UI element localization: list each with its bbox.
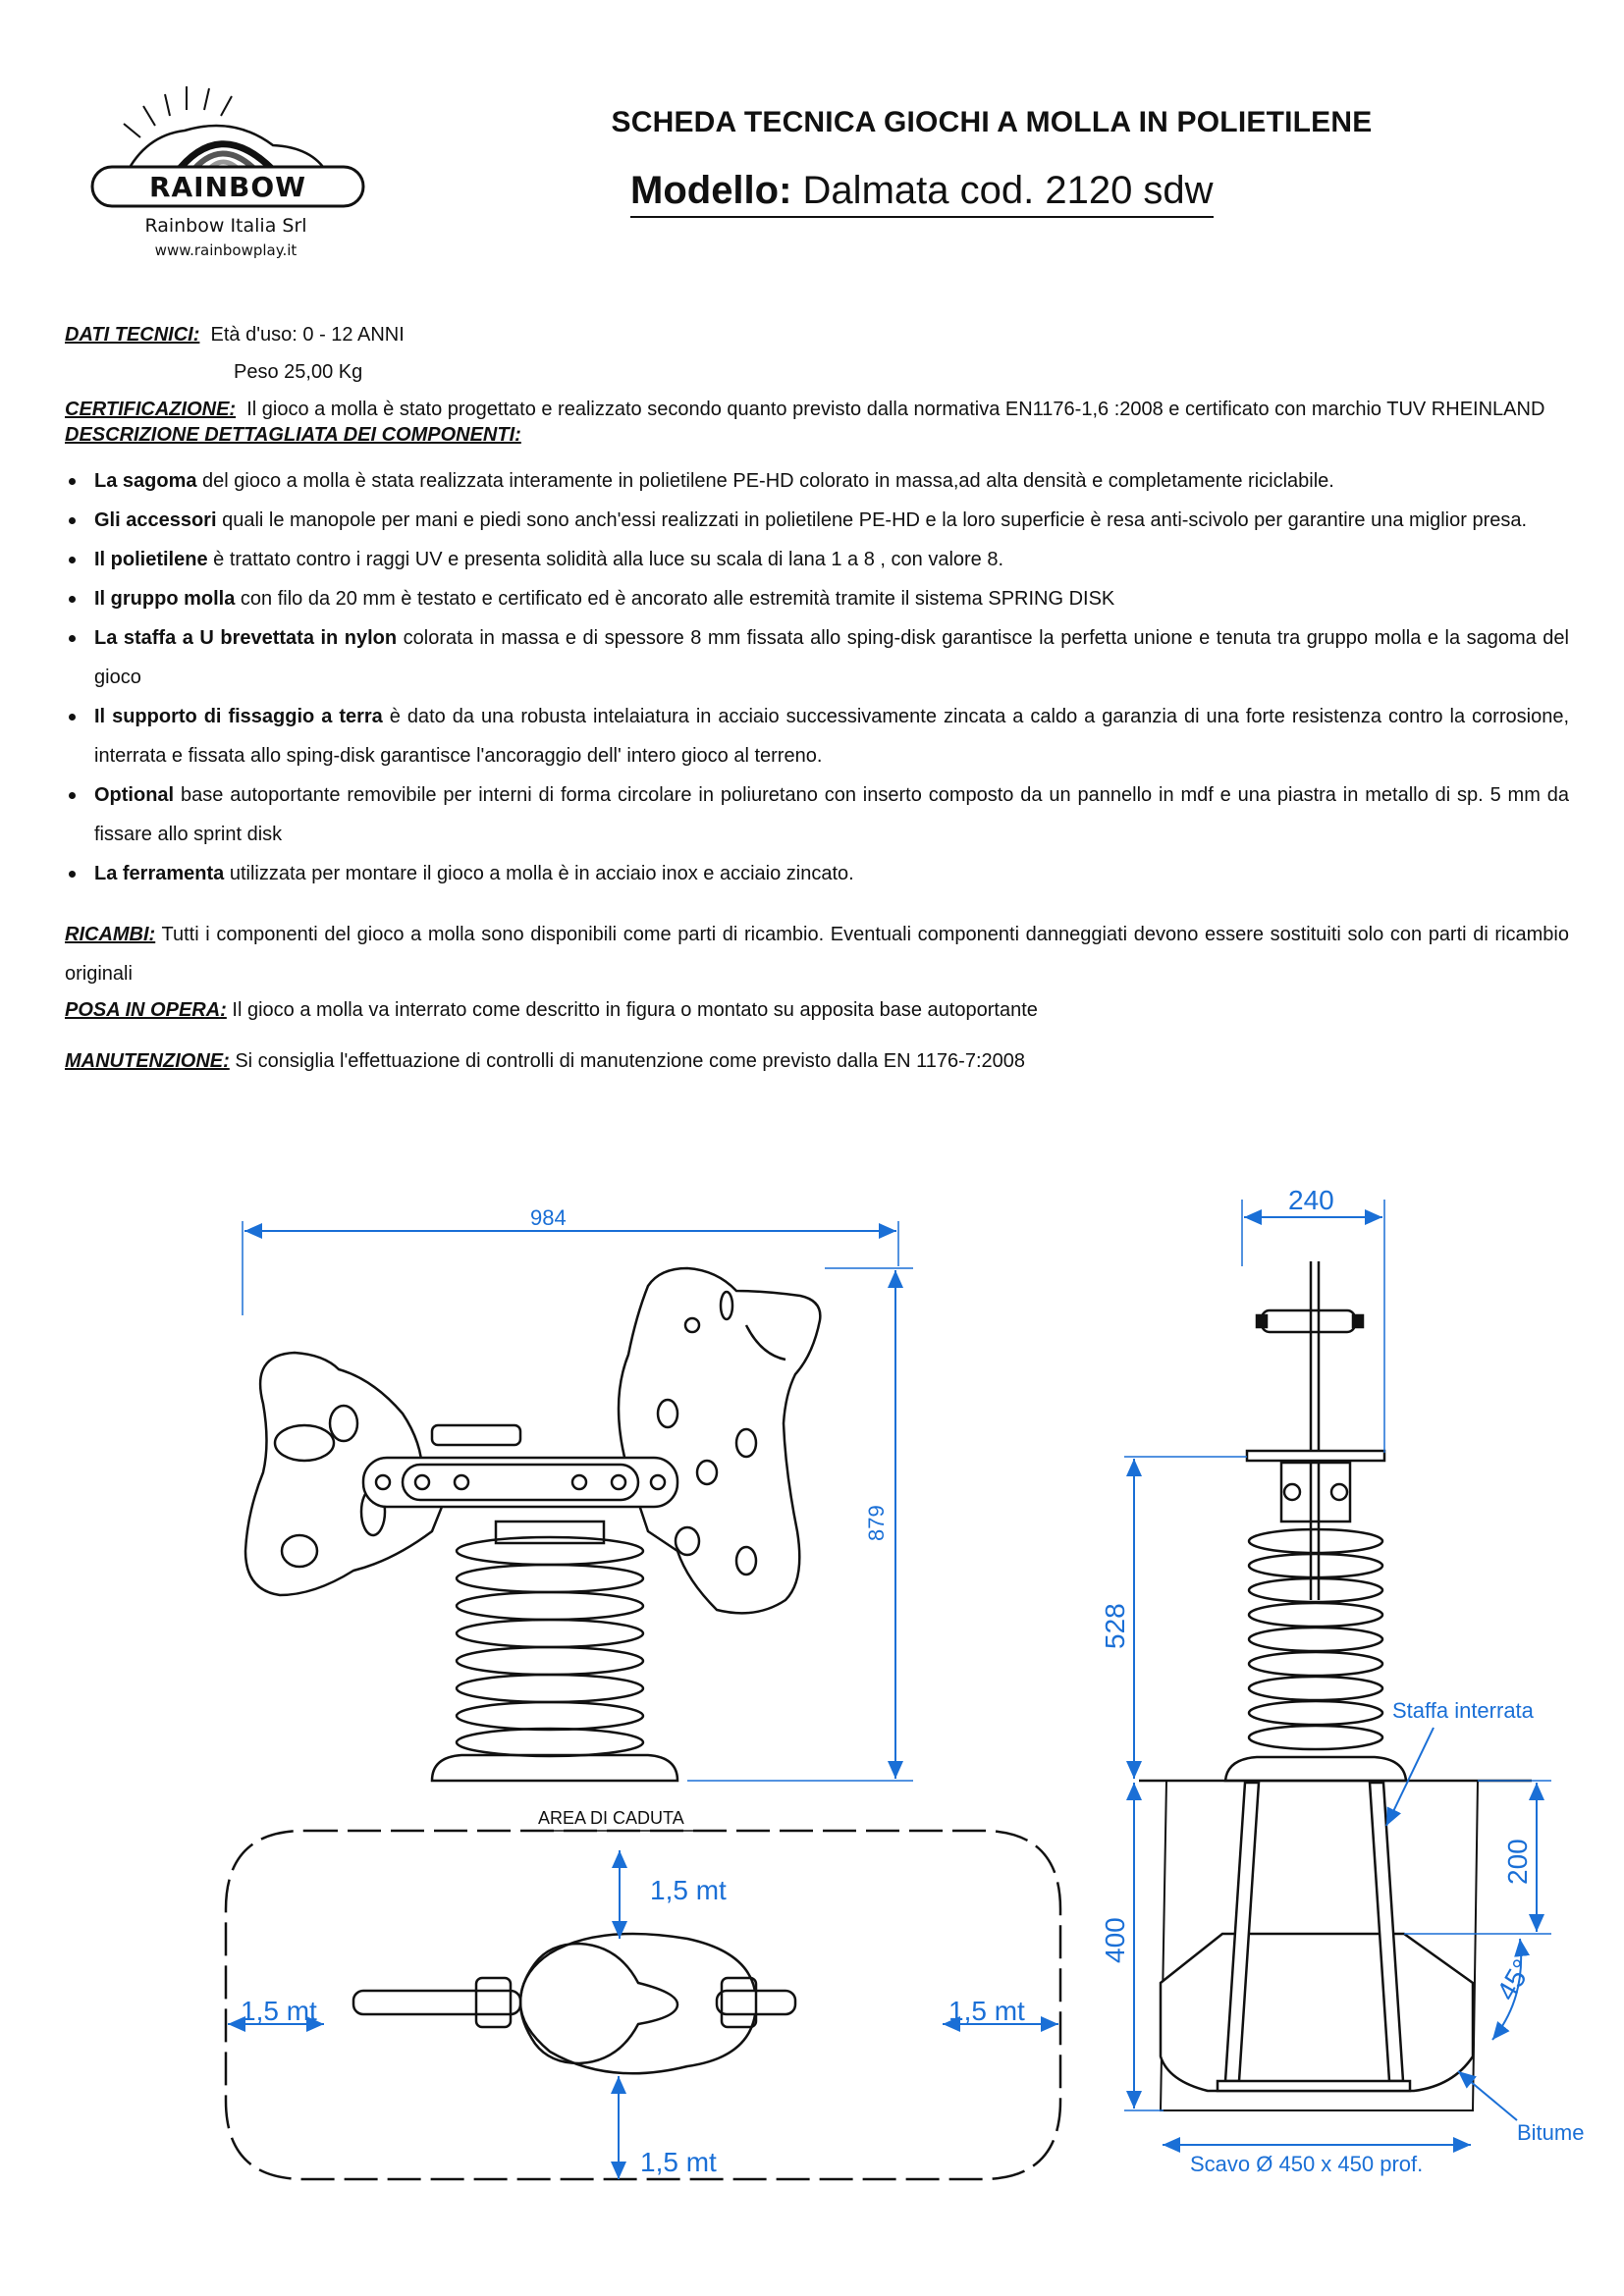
clear-top-label: 1,5 mt <box>650 1875 727 1905</box>
certificazione-text: Il gioco a molla è stato progettato e realizzato secondo quanto previsto dalla normativa EN1176-1,6 :2008 e certificato con marchio TUV RHEINLAND <box>246 399 1545 420</box>
clear-right-label: 1,5 mt <box>948 1996 1025 2026</box>
rainbow-logo-graphic <box>86 77 371 263</box>
manutenzione-text: Si consiglia l'effettuazione di controlli di manutenzione come previsto dalla EN 1176-7:2008 <box>229 1050 1025 1072</box>
weight-value: Peso 25,00 Kg <box>234 361 363 383</box>
front-view <box>245 1268 820 1781</box>
side-dimensions <box>1100 1185 1584 2176</box>
posa-label: POSA IN OPERA: <box>65 999 227 1021</box>
width-label: 984 <box>530 1205 567 1230</box>
model-heading <box>630 167 1214 218</box>
list-item: La ferramenta utilizzata per montare il gioco a molla è in acciaio inox e acciaio zincato. <box>65 854 1569 893</box>
logo-brand: RAINBOW <box>148 171 307 203</box>
side-view <box>1139 1261 1532 2110</box>
area-title: AREA DI CADUTA <box>538 1808 684 1828</box>
list-item: La staffa a U brevettata in nylon colorata in massa e di spessore 8 mm fissata allo sping-disk garantisce la perfetta unione e tenuta tra gruppo molla e la sagoma del gioco <box>65 618 1569 697</box>
list-item: Il supporto di fissaggio a terra è dato da una robusta intelaiatura in acciaio successivamente zincata a caldo a garanzia di una forte resistenza contro la corrosione, interrata e fissata allo sping-disk garantisce l'ancoraggio dell' intero gioco al terreno. <box>65 697 1569 775</box>
staffa-label: Staffa interrata <box>1392 1698 1534 1723</box>
component-list <box>65 461 1569 893</box>
clear-bottom-label: 1,5 mt <box>640 2147 717 2177</box>
rainbow-logo <box>86 77 371 263</box>
ricambi-text: Tutti i componenti del gioco a molla sono disponibili come parti di ricambio. Eventuali componenti danneggiati devono essere sostituiti solo con parti di ricambio originali <box>65 924 1569 985</box>
logo-website: www.rainbowplay.it <box>154 241 298 259</box>
model-value: Dalmata cod. 2120 sdw <box>802 169 1214 212</box>
list-item: Gli accessori quali le manopole per mani e piedi sono anch'essi realizzati in polietilene PE-HD e la loro superficie è resa anti-scivolo per garantire una miglior presa. <box>65 501 1569 540</box>
list-item: Il gruppo molla con filo da 20 mm è testato e certificato ed è ancorato alle estremità tramite il sistema SPRING DISK <box>65 579 1569 618</box>
model-label: Modello: <box>630 169 792 212</box>
list-item: Il polietilene è trattato contro i raggi UV e presenta solidità alla luce su scala di lana 1 a 8 , con valore 8. <box>65 540 1569 579</box>
spring <box>457 1522 643 1756</box>
dati-tecnici-label: DATI TECNICI: <box>65 324 200 346</box>
side-width-label: 240 <box>1288 1185 1334 1215</box>
height-label: 879 <box>864 1505 889 1541</box>
angle-label: 45° <box>1490 1953 1539 2005</box>
bitume-label: Bitume <box>1517 2120 1585 2145</box>
height-above-label: 528 <box>1100 1603 1130 1649</box>
descrizione-label: DESCRIZIONE DETTAGLIATA DEI COMPONENTI: <box>65 424 521 446</box>
ricambi-label: RICAMBI: <box>65 924 156 945</box>
front-dimensions <box>243 1205 913 1781</box>
technical-text <box>65 316 1569 1078</box>
clear-left-label: 1,5 mt <box>241 1996 317 2026</box>
list-item: Optional base autoportante removibile per interni di forma circolare in poliuretano con inserto composto da un pannello in mdf e una piastra in metallo di sp. 5 mm da fissare allo sprint disk <box>65 775 1569 854</box>
age-value: Età d'uso: 0 - 12 ANNI <box>210 324 405 346</box>
posa-text: Il gioco a molla va interrato come descritto in figura o montato su apposita base autoportante <box>226 999 1038 1021</box>
certificazione-label: CERTIFICAZIONE: <box>65 399 237 420</box>
scavo-label: Scavo Ø 450 x 450 prof. <box>1190 2152 1424 2176</box>
fall-area <box>226 1808 1060 2179</box>
logo-company: Rainbow Italia Srl <box>144 215 307 237</box>
page-title: SCHEDA TECNICA GIOCHI A MOLLA IN POLIETILENE <box>611 106 1373 138</box>
manutenzione-label: MANUTENZIONE: <box>65 1050 230 1072</box>
depth-top-label: 200 <box>1502 1839 1533 1885</box>
list-item: La sagoma del gioco a molla è stata realizzata interamente in polietilene PE-HD colorato in massa,ad alta densità e completamente riciclabile. <box>65 461 1569 501</box>
depth-total-label: 400 <box>1100 1917 1130 1963</box>
